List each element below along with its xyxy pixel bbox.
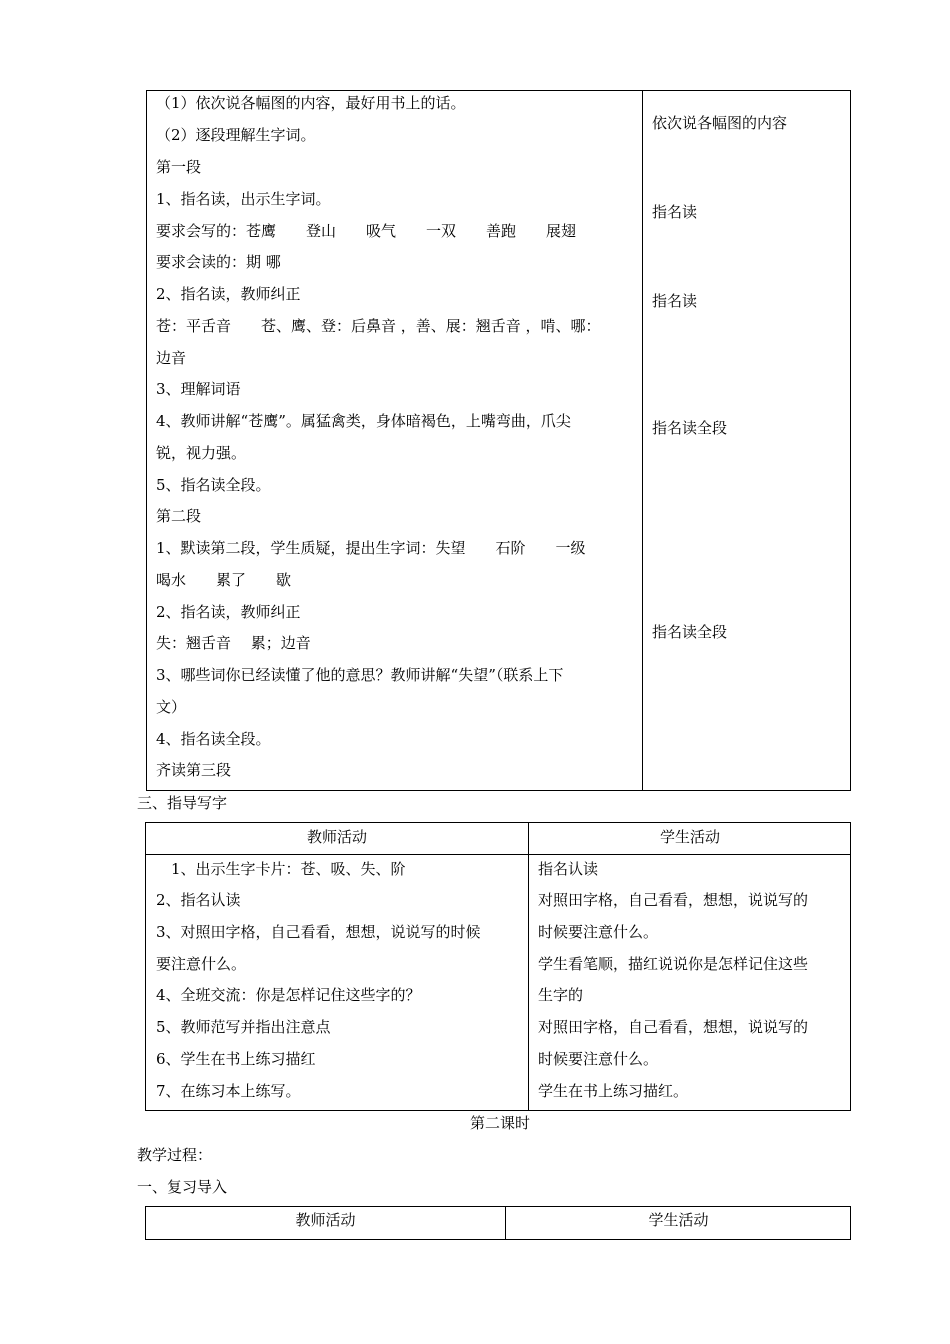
text-line: 学生看笔顺，描红说说你是怎样记住这些 xyxy=(538,955,809,973)
text-line: 指名读 xyxy=(652,203,698,221)
text-line: 边音 xyxy=(156,349,187,367)
text-line: 3、对照田字格，自己看看，想想，说说写的时候 xyxy=(156,923,481,941)
student-activity-header: 学生活动 xyxy=(648,1211,709,1229)
student-activity-header: 学生活动 xyxy=(659,828,720,846)
text-line: 对照田字格，自己看看，想想，说说写的 xyxy=(538,1018,809,1036)
text-line: 文） xyxy=(156,698,187,716)
text-line: 5、指名读全段。 xyxy=(156,476,271,494)
text-line: 指名读全段 xyxy=(652,419,728,437)
process-label: 教学过程： xyxy=(137,1146,213,1164)
text-line: 对照田字格，自己看看，想想，说说写的 xyxy=(538,891,809,909)
text-line: 失：翘舌音 累；边音 xyxy=(156,634,311,652)
section-title: 三、指导写字 xyxy=(137,794,228,812)
text-line: 1、指名读，出示生字词。 xyxy=(156,190,331,208)
text-line: 喝水 累了 歇 xyxy=(156,571,292,589)
text-line: 要注意什么。 xyxy=(156,955,247,973)
text-line: 5、教师范写并指出注意点 xyxy=(156,1018,331,1036)
text-line: 指名读 xyxy=(652,292,698,310)
lesson-table-3 xyxy=(145,1206,851,1240)
text-line: 2、指名读，教师纠正 xyxy=(156,603,301,621)
lesson-table-2 xyxy=(145,822,851,1111)
text-line: 第二段 xyxy=(156,507,202,525)
lesson-heading: 第二课时 xyxy=(469,1114,530,1132)
text-line: 指名认读 xyxy=(538,860,599,878)
section-title: 一、复习导入 xyxy=(137,1178,228,1196)
text-line: 4、教师讲解“苍鹰”。属猛禽类，身体暗褐色，上嘴弯曲，爪尖 xyxy=(156,412,571,430)
text-line: 1、默读第二段，学生质疑，提出生字词：失望 石阶 一级 xyxy=(156,539,586,557)
text-line: 7、在练习本上练写。 xyxy=(156,1082,301,1100)
text-line: 第一段 xyxy=(156,158,202,176)
text-line: 指名读全段 xyxy=(652,623,728,641)
text-line: 齐读第三段 xyxy=(156,761,232,779)
student-activity-column xyxy=(643,91,850,790)
text-line: 6、学生在书上练习描红 xyxy=(156,1050,316,1068)
text-line: 要求会写的：苍鹰 登山 吸气 一双 善跑 展翅 xyxy=(156,222,577,240)
text-line: （1）依次说各幅图的内容，最好用书上的话。 xyxy=(156,94,466,112)
text-line: 1、出示生字卡片：苍、吸、失、阶 xyxy=(156,860,406,878)
text-line: （2）逐段理解生字词。 xyxy=(156,126,316,144)
text-line: 苍：平舌音 苍、鹰、登：后鼻音 ，善、展：翘舌音 ，啃、哪： xyxy=(156,317,601,335)
column-divider xyxy=(528,823,529,1110)
text-line: 2、指名读，教师纠正 xyxy=(156,285,301,303)
text-line: 时候要注意什么。 xyxy=(538,1050,659,1068)
teacher-activity-header: 教师活动 xyxy=(306,828,367,846)
text-line: 时候要注意什么。 xyxy=(538,923,659,941)
teacher-activity-column xyxy=(147,91,643,790)
text-line: 锐，视力强。 xyxy=(156,444,247,462)
text-line: 要求会读的：期 哪 xyxy=(156,253,281,271)
text-line: 3、理解词语 xyxy=(156,380,241,398)
text-line: 3、哪些词你已经读懂了他的意思？教师讲解“失望”（联系上下 xyxy=(156,666,564,684)
text-line: 4、全班交流：你是怎样记住这些字的？ xyxy=(156,986,421,1004)
teacher-activity-header: 教师活动 xyxy=(295,1211,356,1229)
text-line: 依次说各幅图的内容 xyxy=(652,114,788,132)
header-divider xyxy=(146,854,850,855)
lesson-table-1 xyxy=(146,90,851,791)
text-line: 学生在书上练习描红。 xyxy=(538,1082,689,1100)
text-line: 2、指名认读 xyxy=(156,891,241,909)
text-line: 4、指名读全段。 xyxy=(156,730,271,748)
text-line: 生字的 xyxy=(538,986,584,1004)
